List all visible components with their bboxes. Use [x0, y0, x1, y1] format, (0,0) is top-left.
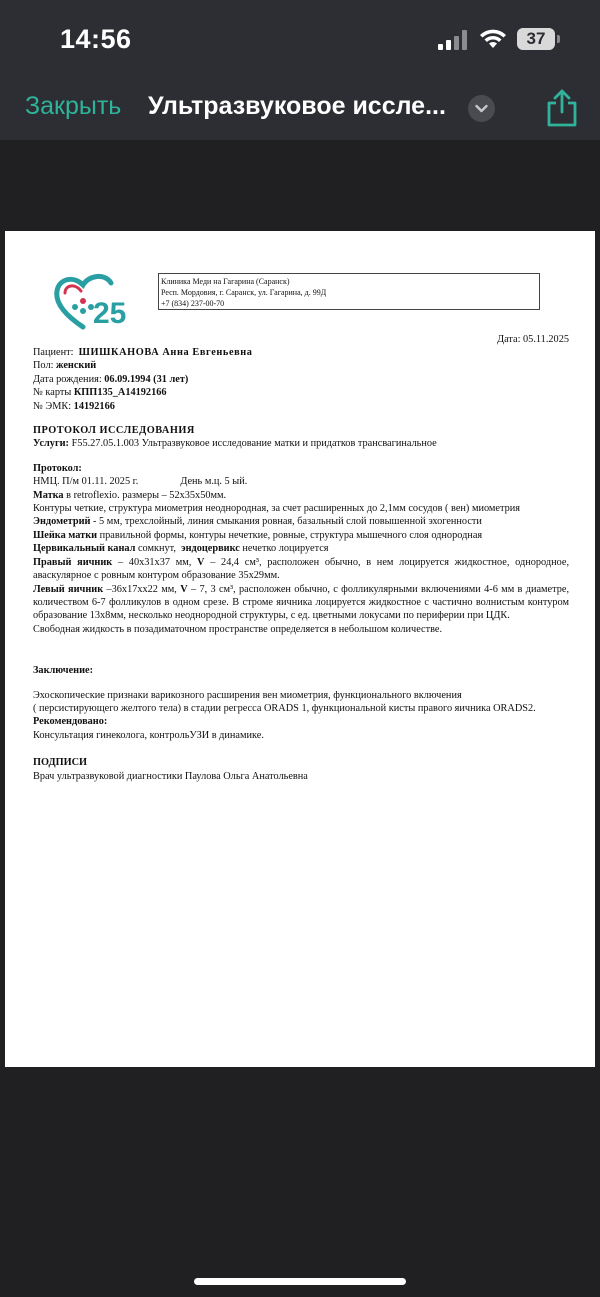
battery-tip: [557, 35, 560, 43]
cervix-line: Шейка матки правильной формы, контуры нечеткие, ровные, структура мышечного слоя однородная: [33, 529, 483, 541]
document-title: Ультразвуковое иссле...: [148, 92, 446, 120]
patient-name-line: Пациент: ШИШКАНОВА Анна Евгеньевна: [33, 347, 253, 358]
chevron-down-icon: [468, 95, 495, 122]
clinic-name: Клиника Меди на Гагарина (Саранск): [161, 277, 290, 286]
uterus-line: Матка в retroflexio. размеры – 52х35х50мм.: [33, 489, 227, 501]
status-bar: [0, 0, 600, 80]
nav-bar: [0, 80, 600, 140]
exam-date: Дата: 05.11.2025: [497, 334, 569, 345]
free-fluid-line: Свободная жидкость в позадиматочном пространстве определяется в небольшом количестве.: [33, 623, 443, 635]
wifi-icon: [478, 26, 508, 50]
conclusion-label: Заключение:: [33, 665, 94, 677]
svg-text:25: 25: [93, 297, 127, 330]
nmc-line: НМЦ. П/м 01.11. 2025 г. День м.ц. 5 ый.: [33, 476, 248, 488]
clinic-logo: [53, 271, 137, 331]
patient-dob: 06.09.1994 (31 лет): [104, 373, 189, 385]
status-time: 14:56: [60, 24, 132, 54]
clinic-address: Респ. Мордовия, г. Саранск, ул. Гагарина, д. 99Д: [161, 288, 327, 297]
patient-card-line: № карты КПП135_А14192166: [33, 387, 167, 399]
patient-card: КПП135_А14192166: [73, 387, 167, 399]
document-page: [5, 231, 595, 1067]
service-line: Услуги: F55.27.05.1.003 Ультразвуковое исследование матки и придатков трансвагинальное: [33, 438, 437, 450]
patient-sex: женский: [56, 360, 97, 372]
patient-dob-line: Дата рождения: 06.09.1994 (31 лет): [33, 373, 189, 385]
battery-icon: [517, 28, 555, 50]
patient-emk: 14192166: [73, 400, 115, 412]
title-menu-button[interactable]: [468, 95, 495, 122]
patient-sex-line: Пол: женский: [33, 360, 97, 372]
canal-line: Цервикальный канал сомкнут, эндоцервикс нечетко лоцируется: [33, 543, 329, 555]
patient-name: ШИШКАНОВА Анна Евгеньевна: [78, 347, 253, 358]
close-button[interactable]: Закрыть: [25, 92, 122, 120]
service-text: F55.27.05.1.003 Ультразвуковое исследование матки и придатков трансвагинальное: [71, 438, 437, 450]
recommended-label: Рекомендовано:: [33, 716, 108, 728]
battery-level: 37: [526, 29, 546, 48]
right-ovary-line: Правый яичник – 40х31х37 мм, V – 24,4 см³, расположен обычно, в нем лоцируется жидкостное, однородное, аваскулярное с ровным контуром образование 35х29мм.: [33, 556, 570, 582]
clinic-info-box: [158, 273, 540, 310]
endometrium-line: Эндометрий - 5 мм, трехслойный, линия смыкания ровная, базальный слой повышенной эхогенности: [33, 516, 482, 528]
signatures-label: ПОДПИСИ: [33, 757, 88, 769]
share-icon[interactable]: [544, 88, 580, 128]
conclusion-line-1: Эхоскопические признаки варикозного расширения вен миометрия, функционального включения: [33, 689, 462, 701]
left-ovary-line: Левый яичник –36х17хх22 мм, V – 7, 3 см³, расположен обычно, с фолликулярными включениями 4-6 мм в диаметре, количеством 6-7 фолликулов в одном срезе. В строме яичника лоцируется жидкостное с частично волнистым контуром образование 13х8мм, несколько неоднородной структуры, с ед. цветными локусами по периферии при ЦДК.: [33, 583, 570, 622]
home-indicator[interactable]: [194, 1278, 406, 1285]
contours-line: Контуры четкие, структура миометрия неоднородная, за счет расширенных до 2,1мм сосудов ( вен) миометрия: [33, 503, 521, 515]
recommended-text: Консультация гинеколога, контрольУЗИ в динамике.: [33, 729, 264, 741]
report-content: [33, 346, 569, 783]
protocol-title: ПРОТОКОЛ ИССЛЕДОВАНИЯ: [33, 425, 195, 437]
patient-emk-line: № ЭМК: 14192166: [33, 400, 115, 412]
cellular-signal-icon: [438, 30, 470, 50]
conclusion-line-2: ( персистирующего желтого тела) в стадии регресса ORADS 1, функциональной кисты правого яичника ORADS2.: [33, 702, 536, 714]
protocol-label: Протокол:: [33, 462, 82, 474]
doctor-signature: Врач ультразвуковой диагностики Паулова Ольга Анатольевна: [33, 770, 308, 782]
clinic-phone: +7 (834) 237-00-70: [161, 299, 225, 308]
